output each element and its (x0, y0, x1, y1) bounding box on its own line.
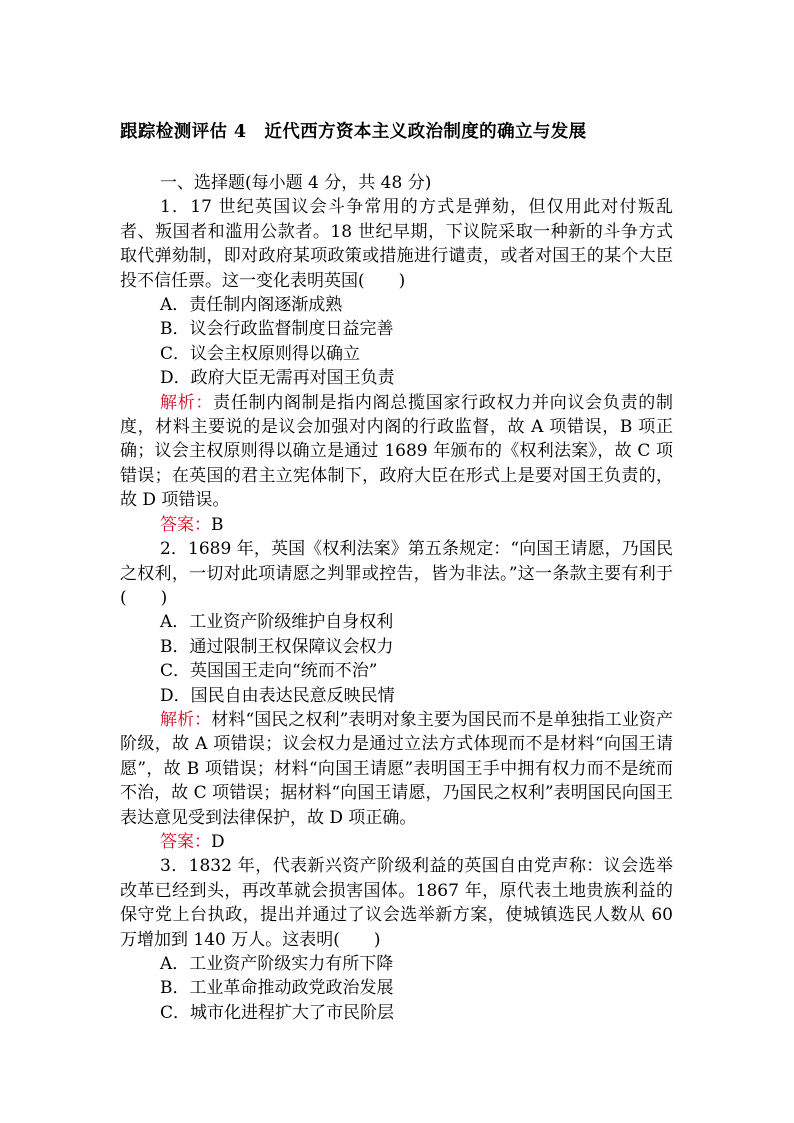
section-heading: 一、选择题(每小题 4 分，共 48 分) (160, 173, 432, 193)
question-stem: 2．1689 年，英国《权利法案》第五条规定：“向国王请愿，乃国民之权利，一切对此项请愿之判罪或控告，皆为非法。”这一条款主要有利于( ) (120, 539, 673, 608)
option-b: B．工业革命推动政党政治发展 (160, 978, 394, 999)
analysis-label: 解析： (160, 392, 214, 413)
answer-value: D (211, 831, 225, 852)
option-d: D．政府大臣无需再对国王负责 (160, 368, 395, 389)
answer-label: 答案： (160, 831, 211, 852)
option-a: A．工业资产阶级实力有所下降 (160, 954, 394, 974)
option-c: C．英国国王走向“统而不治” (160, 661, 378, 682)
document-title: 跟踪检测评估 4 近代西方资本主义政治制度的确立与发展 (120, 122, 587, 142)
answer (160, 830, 673, 854)
option-c: C．城市化进程扩大了市民阶层 (160, 1002, 395, 1023)
analysis-text: 责任制内阁制是指内阁总揽国家行政权力并向议会负责的制度，材料主要说的是议会加强对内阁的行政监督，故 A 项错误，B 项正确；议会主权原则得以确立是通过 1689 年颁布的《权利法案》，故 C 项错误；在英国的君主立宪体制下，政府大臣在形式上是要对国王负责的，故 D 项错误。 (120, 392, 674, 511)
question-1 (120, 195, 673, 537)
analysis (120, 708, 673, 830)
question-stem: 1．17 世纪英国议会斗争常用的方式是弹劾，但仅用此对付叛乱者、叛国者和滥用公款者。18 世纪早期，下议院采取一种新的斗争方式取代弹劾制，即对政府某项政策或措施进行谴责，或者对国王的某个大臣投不信任票。这一变化表明英国( ) (120, 197, 673, 291)
analysis-text: 材料“国民之权利”表明对象主要为国民而不是单独指工业资产阶级，故 A 项错误；议会权力是通过立法方式体现而不是材料“向国王请愿”，故 B 项错误；材料“向国王请愿”表明国王手中拥有权力而不是统而不治，故 C 项错误；据材料“向国王请愿，乃国民之权利”表明国民向国王表达意见受到法律保护，故 D 项正确。 (120, 709, 673, 828)
option-b: B．通过限制王权保障议会权力 (160, 636, 394, 657)
document-page (120, 120, 673, 1025)
answer-value: B (211, 514, 224, 535)
analysis-label: 解析： (160, 709, 212, 730)
question-2 (120, 537, 673, 854)
option-d: D．国民自由表达民意反映民情 (160, 685, 395, 706)
answer (160, 513, 673, 537)
option-c: C．议会主权原则得以确立 (160, 343, 361, 364)
analysis (120, 391, 673, 513)
answer-label: 答案： (160, 514, 211, 535)
option-b: B．议会行政监督制度日益完善 (160, 319, 394, 340)
option-a: A．工业资产阶级维护自身权利 (160, 612, 394, 633)
question-3 (120, 854, 673, 1025)
question-stem: 3．1832 年，代表新兴资产阶级利益的英国自由党声称：议会选举改革已经到头，再改革就会损害国体。1867 年，原代表土地贵族利益的保守党上台执政，提出并通过了议会选举新方案，使城镇选民人数从 60 万增加到 140 万人。这表明( ) (120, 856, 673, 950)
option-a: A．责任制内阁逐渐成熟 (160, 295, 343, 316)
